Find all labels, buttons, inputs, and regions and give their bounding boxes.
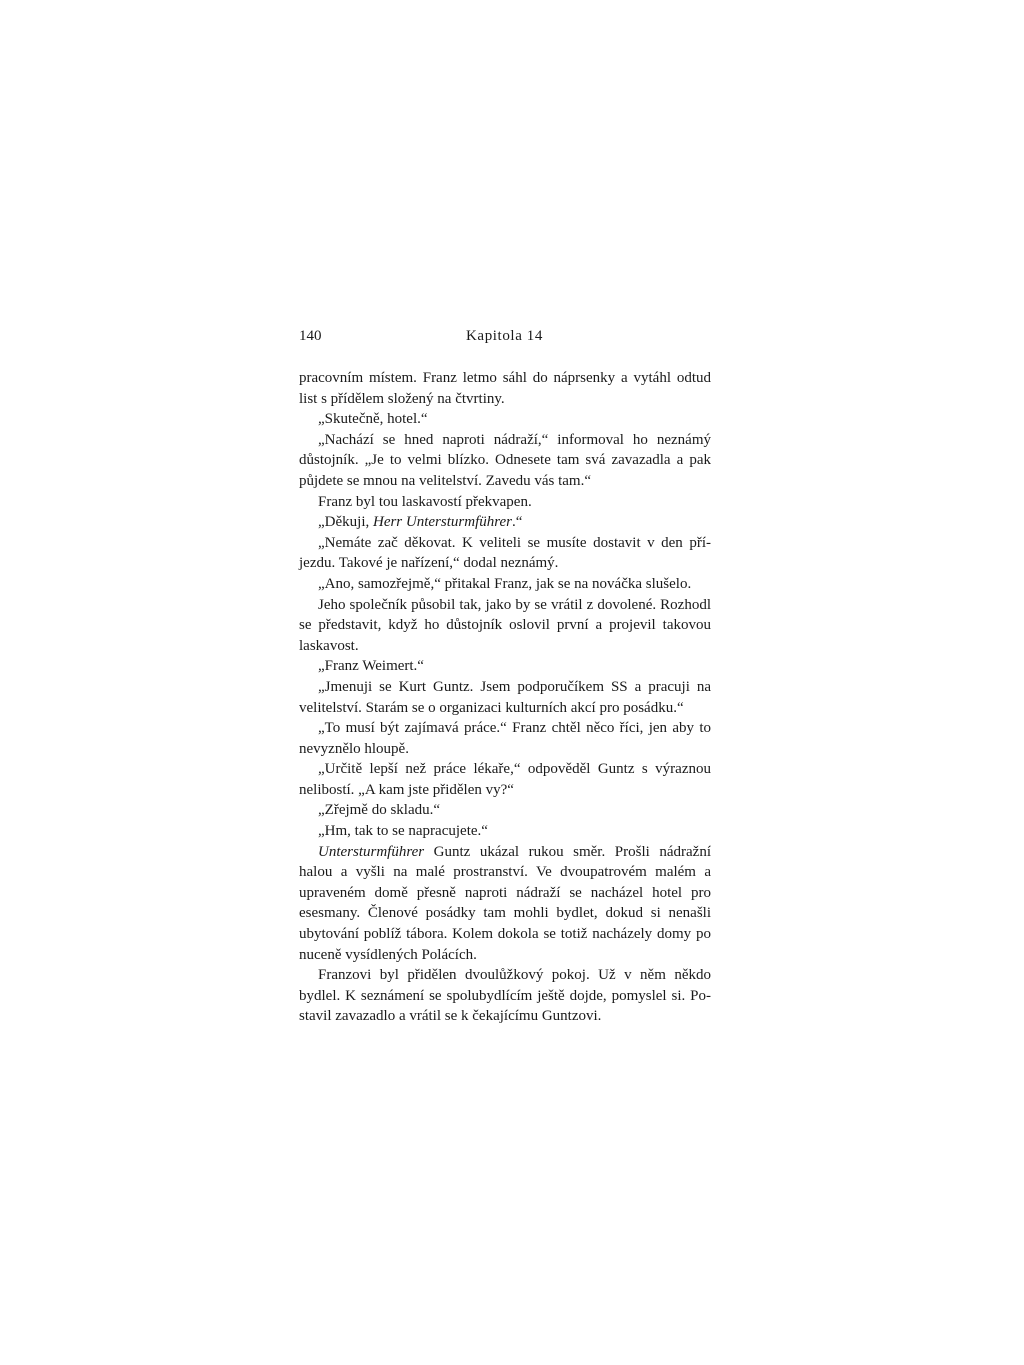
paragraph-1: pracovním místem. Franz letmo sáhl do náprsenky a vytáhl odtud list s přídělem složený na čtvrtiny. [299, 370, 711, 407]
paragraph-15 [299, 842, 711, 966]
body-text [299, 368, 711, 1027]
paragraph-8: Jeho společník působil tak, jako by se vrátil z dovolené. Rozhodl se představit, když ho důstojník oslovil první a projevil takovou laskavost. [299, 596, 711, 654]
paragraph-6: „Nemáte zač děkovat. K veliteli se musíte dostavit v den příjezdu. Takové je nařízení,“ dodal neznámý. [299, 534, 711, 572]
paragraph-3: „Nachází se hned naproti nádraží,“ informoval ho neznámý důstojník. „Je to velmi blízko. Odnesete tam svá zavazadla a pak půjdete se mnou na velitelství. Zavedu vás tam.“ [299, 431, 711, 489]
paragraph-2: „Skutečně, hotel.“ [318, 411, 428, 428]
paragraph-9: „Franz Weimert.“ [318, 658, 424, 675]
paragraph-5-end: .“ [512, 514, 523, 531]
page-number: 140 [299, 328, 322, 344]
paragraph-7: „Ano, samozřejmě,“ přitakal Franz, jak se na nováčka slušelo. [318, 575, 692, 592]
paragraph-13: „Zřejmě do skladu.“ [318, 802, 441, 819]
paragraph-11: „To musí být zajímavá práce.“ Franz chtěl něco říci, jen aby to nevyznělo hloupě. [299, 720, 711, 757]
paragraph-5-italic: Herr Untersturmführer [372, 514, 513, 531]
paragraph-15-italic: Untersturmführer [318, 843, 425, 860]
paragraph-15-rest: Guntz ukázal rukou směr. Prošli nádražní halou a vyšli na malé prostranství. Ve dvoupatrovém malém a upraveném domě přesně naproti nádraží se nacházel hotel pro esesmany. Členové posádky tam mohli bydlet, dokud si nenašli ubytování poblíž tábora. Kolem dokola se totiž nacházely domy po nuceně vysídlených Polácích. [299, 843, 711, 963]
paragraph-16: Franzovi byl přidělen dvoulůžkový pokoj. Už v něm někdo bydlel. K seznámení se spolubydlícím ještě dojde, pomyslel si. Postavil zavazadlo a vrátil se k čekajícímu Guntzovi. [299, 967, 711, 1025]
paragraph-4: Franz byl tou laskavostí překvapen. [318, 493, 532, 510]
running-head: Kapitola 14 [466, 328, 544, 344]
paragraph-12: „Určitě lepší než práce lékaře,“ odpověděl Guntz s výraznou nelibostí. „A kam jste přidělen vy?“ [299, 761, 711, 798]
paragraph-5-start: „Děkuji, [318, 514, 373, 531]
page-header [299, 325, 711, 347]
paragraph-10: „Jmenuji se Kurt Guntz. Jsem podporučíkem SS a pracuji na velitelství. Starám se o organizaci kulturních akcí pro posádku.“ [299, 678, 711, 716]
paragraph-14: „Hm, tak to se napracujete.“ [318, 823, 488, 840]
paragraph-5 [299, 512, 711, 533]
